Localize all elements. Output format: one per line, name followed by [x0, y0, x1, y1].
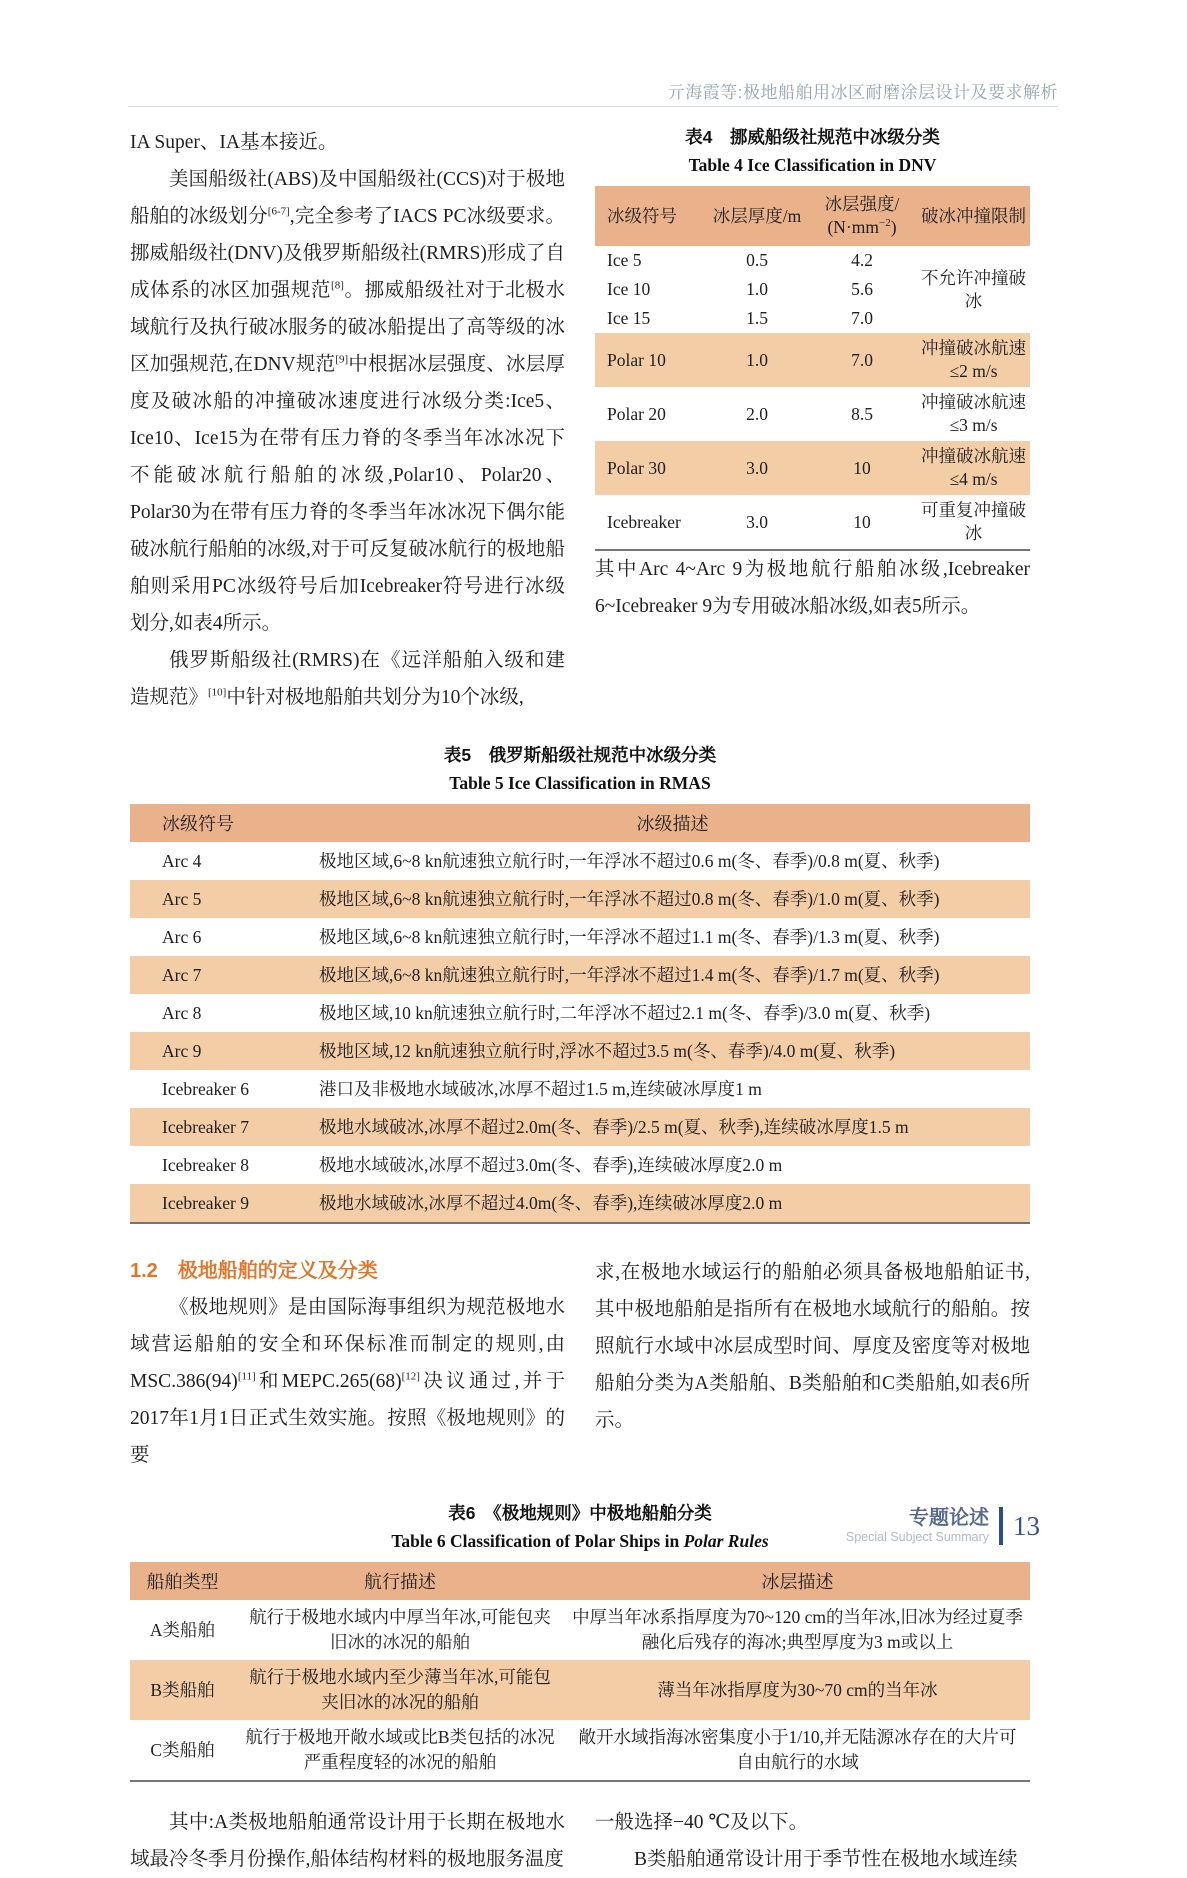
- cell-symbol: Polar 20: [607, 403, 666, 424]
- paragraph-class-a-design: 其中:A类极地船舶通常设计用于长期在极地水域最冷冬季月份操作,船体结构材料的极地服务温度: [130, 1812, 565, 1870]
- table6-body: [130, 1600, 1030, 1781]
- cell-strength: 4.2: [851, 250, 873, 270]
- table-row: [130, 994, 1030, 1032]
- cell-thickness: 0.5: [746, 250, 768, 270]
- footer-divider-bar: [999, 1507, 1003, 1545]
- table6-caption-zh: 表6 《极地规则》中极地船舶分类: [448, 1503, 712, 1523]
- cell-strength: 8.5: [851, 403, 873, 424]
- footer-labels: [846, 1507, 989, 1545]
- table5-section: [130, 742, 1030, 1224]
- cell-symbol: Icebreaker 7: [162, 1117, 249, 1137]
- paragraph-class-b-design: B类船舶通常设计用于季节性在极地水域连续: [634, 1849, 1018, 1870]
- table-row: [130, 1720, 1030, 1781]
- section-1-2: [130, 1254, 1030, 1474]
- column-header-description: 冰级描述: [315, 804, 1030, 842]
- cell-symbol: Icebreaker 8: [162, 1155, 249, 1175]
- cell-symbol: Arc 6: [162, 927, 202, 947]
- cell-description: 极地区域,10 kn航速独立航行时,二年浮冰不超过2.1 m(冬、春季)/3.0 m(夏、秋季): [319, 1003, 931, 1023]
- table-header-row: [595, 186, 1030, 246]
- table-row: [595, 441, 1030, 495]
- page-content: [130, 124, 1030, 1878]
- column-header-ice-description: 冰层描述: [565, 1562, 1030, 1600]
- cell-ship-type: A类船舶: [149, 1619, 216, 1640]
- paragraph-polar-rules: 《极地规则》是由国际海事组织为规范极地水域营运船舶的安全和环保标准而制定的规则,由MSC.386(94)[11]和MEPC.265(68)[12]决议通过,并于2017年1月1日正式生效实施。按照《极地规则》的要: [130, 1297, 565, 1466]
- paragraph-temperature: 一般选择−40 ℃及以下。: [595, 1812, 809, 1833]
- bottom-left-column: [130, 1804, 565, 1878]
- table-header-row: [130, 804, 1030, 842]
- cell-limit: 可重复冲撞破冰: [921, 500, 1026, 543]
- cell-ice-description: 薄当年冰指厚度为30~70 cm的当年冰: [657, 1679, 938, 1700]
- column-header-symbol: 冰级符号: [595, 186, 707, 246]
- cell-thickness: 3.0: [746, 511, 768, 532]
- table-row: [130, 1032, 1030, 1070]
- table6-header: [130, 1562, 1030, 1600]
- cell-symbol: Icebreaker 9: [162, 1193, 249, 1213]
- table-row: [130, 1184, 1030, 1223]
- header-rule: [128, 106, 1058, 107]
- cell-ice-description: 敞开水域指海冰密集度小于1/10,并无陆源冰存在的大片可自由航行的水域: [578, 1727, 1017, 1772]
- table-row: [130, 1660, 1030, 1720]
- cell-description: 极地区域,6~8 kn航速独立航行时,一年浮冰不超过1.1 m(冬、春季)/1.3 m(夏、秋季): [319, 927, 940, 947]
- table5-caption-zh: 表5 俄罗斯船级社规范中冰级分类: [443, 745, 717, 765]
- footer-column-label-en: Special Subject Summary: [845, 1530, 989, 1544]
- cell-symbol: Polar 10: [607, 349, 666, 370]
- cell-symbol: Ice 15: [607, 308, 651, 328]
- table-row: [595, 495, 1030, 550]
- table-row: [130, 842, 1030, 880]
- cell-description: 极地区域,6~8 kn航速独立航行时,一年浮冰不超过0.8 m(冬、春季)/1.0 m(夏、秋季): [319, 889, 940, 909]
- cell-thickness: 1.0: [746, 349, 768, 370]
- section12-left-column: [130, 1254, 565, 1474]
- intro-left-column: [130, 124, 565, 716]
- cell-symbol: Arc 4: [162, 851, 202, 871]
- cell-description: 极地水域破冰,冰厚不超过2.0m(冬、春季)/2.5 m(夏、秋季),连续破冰厚度1.5 m: [319, 1117, 909, 1137]
- cell-thickness: 1.0: [746, 279, 768, 299]
- cell-symbol: Ice 5: [607, 250, 642, 270]
- column-header-navigation: 航行描述: [235, 1562, 565, 1600]
- footer-column-label-zh: 专题论述: [909, 1507, 989, 1529]
- table-header-row: [130, 1562, 1030, 1600]
- paragraph-polar-certificate: 求,在极地水域运行的船舶必须具备极地船舶证书,其中极地船舶是指所有在极地水域航行的船舶。按照航行水域中冰层成型时间、厚度及密度等对极地船舶分类为A类船舶、B类船舶和C类船舶,如表6所示。: [595, 1262, 1030, 1431]
- table-row: [130, 1600, 1030, 1660]
- table5-header: [130, 804, 1030, 842]
- table4-header: [595, 186, 1030, 246]
- table-row: [130, 880, 1030, 918]
- cell-navigation: 航行于极地开敞水域或比B类包括的冰况严重程度轻的冰况的船舶: [245, 1727, 555, 1772]
- cell-description: 极地水域破冰,冰厚不超过3.0m(冬、春季),连续破冰厚度2.0 m: [319, 1155, 783, 1175]
- cell-symbol: Arc 5: [162, 889, 202, 909]
- cell-limit: 冲撞破冰航速 ≤2 m/s: [921, 338, 1026, 381]
- table4-ice-classification-dnv: [595, 186, 1030, 551]
- paragraph-ia-super: IA Super、IA基本接近。: [130, 132, 338, 153]
- column-header-ship-type: 船舶类型: [130, 1562, 235, 1600]
- table-row: [595, 387, 1030, 441]
- column-header-thickness: 冰层厚度/m: [707, 186, 807, 246]
- cell-description: 极地区域,6~8 kn航速独立航行时,一年浮冰不超过0.6 m(冬、春季)/0.8 m(夏、秋季): [319, 851, 940, 871]
- cell-symbol: Polar 30: [607, 457, 666, 478]
- cell-strength: 7.0: [851, 349, 873, 370]
- section-heading-1-2: 1.2 极地船舶的定义及分类: [130, 1260, 378, 1282]
- table4-caption-zh: 表4 挪威船级社规范中冰级分类: [685, 127, 940, 147]
- intro-section: [130, 124, 1030, 716]
- cell-description: 极地区域,12 kn航速独立航行时,浮冰不超过3.5 m(冬、春季)/4.0 m(夏、秋季): [319, 1041, 896, 1061]
- cell-symbol: Ice 10: [607, 279, 651, 299]
- cell-description: 极地水域破冰,冰厚不超过4.0m(冬、春季),连续破冰厚度2.0 m: [319, 1193, 783, 1213]
- table5-ice-classification-rmas: [130, 804, 1030, 1224]
- table-row: [130, 1146, 1030, 1184]
- table6-polar-ship-classification: [130, 1562, 1030, 1782]
- table6-caption-en-italic: Polar Rules: [683, 1531, 769, 1551]
- cell-symbol: Arc 9: [162, 1041, 202, 1061]
- cell-navigation: 航行于极地水域内至少薄当年冰,可能包夹旧冰的冰况的船舶: [249, 1667, 551, 1712]
- table4-caption-en: Table 4 Ice Classification in DNV: [688, 155, 937, 175]
- cell-description: 极地区域,6~8 kn航速独立航行时,一年浮冰不超过1.4 m(冬、春季)/1.7 m(夏、秋季): [319, 965, 940, 985]
- cell-limit: 冲撞破冰航速 ≤4 m/s: [921, 446, 1026, 489]
- table-row: [130, 1070, 1030, 1108]
- table-row: [595, 333, 1030, 387]
- table5-caption-en: Table 5 Ice Classification in RMAS: [449, 773, 711, 793]
- cell-symbol: Icebreaker 6: [162, 1079, 249, 1099]
- paragraph-class-societies: 美国船级社(ABS)及中国船级社(CCS)对于极地船舶的冰级划分[6-7],完全参考了IACS PC冰级要求。挪威船级社(DNV)及俄罗斯船级社(RMRS)形成了自成体系的冰区加强规范[8]。挪威船级社对于北极水域航行及执行破冰服务的破冰船提出了高等级的冰区加强规范,在DNV规范[9]中根据冰层强度、冰层厚度及破冰船的冲撞破冰速度进行冰级分类:Ice5、Ice10、Ice15为在带有压力脊的冬季当年冰冰况下不能破冰航行船舶的冰级,Polar10、Polar20、Polar30为在带有压力脊的冬季当年冰冰况下偶尔能破冰航行船舶的冰级,对于可反复破冰航行的极地船舶则采用PC冰级符号后加Icebreaker符号进行冰级划分,如表4所示。: [130, 169, 565, 634]
- table-row: [595, 246, 1030, 275]
- cell-navigation: 航行于极地水域内中厚当年冰,可能包夹旧冰的冰况的船舶: [249, 1607, 551, 1652]
- cell-symbol: Icebreaker: [607, 511, 681, 532]
- running-header: 亓海霞等:极地船舶用冰区耐磨涂层设计及要求解析: [667, 83, 1058, 102]
- bottom-section: [130, 1804, 1030, 1878]
- cell-limit: 冲撞破冰航速 ≤3 m/s: [921, 392, 1026, 435]
- cell-ice-description: 中厚当年冰系指厚度为70~120 cm的当年冰,旧冰为经过夏季融化后残存的海冰;典型厚度为3 m或以上: [572, 1607, 1023, 1652]
- table5-body: [130, 842, 1030, 1223]
- column-header-strength: 冰层强度/ $(N\cdot mm^{-2})$: [807, 186, 917, 246]
- cell-strength: 10: [853, 457, 871, 478]
- cell-symbol: Arc 7: [162, 965, 202, 985]
- table-row: [130, 1108, 1030, 1146]
- cell-symbol: Arc 8: [162, 1003, 202, 1023]
- cell-strength: 10: [853, 511, 871, 532]
- table-row: [130, 956, 1030, 994]
- cell-strength: 5.6: [851, 279, 873, 299]
- table6-caption-en-text: Table 6 Classification of Polar Ships in: [391, 1531, 684, 1551]
- bottom-right-column: [595, 1804, 1030, 1878]
- section12-right-column: [595, 1254, 1030, 1474]
- cell-thickness: 2.0: [746, 403, 768, 424]
- table-row: [130, 918, 1030, 956]
- cell-ship-type: C类船舶: [150, 1739, 215, 1760]
- cell-description: 港口及非极地水域破冰,冰厚不超过1.5 m,连续破冰厚度1 m: [319, 1079, 762, 1099]
- page-footer: [846, 1507, 1040, 1545]
- cell-limit-merged: 不允许冲撞破冰: [921, 267, 1026, 311]
- paragraph-arc-range: 其中Arc 4~Arc 9为极地航行船舶冰级,Icebreaker 6~Icebreaker 9为专用破冰船冰级,如表5所示。: [595, 559, 1030, 617]
- cell-thickness: 1.5: [746, 308, 768, 328]
- table4-body: [595, 246, 1030, 550]
- cell-strength: 7.0: [851, 308, 873, 328]
- cell-thickness: 3.0: [746, 457, 768, 478]
- column-header-symbol: 冰级符号: [130, 804, 315, 842]
- page-number: 13: [1013, 1510, 1040, 1541]
- cell-ship-type: B类船舶: [150, 1679, 215, 1700]
- column-header-limit: 破冰冲撞限制: [917, 186, 1030, 246]
- paragraph-rmrs: 俄罗斯船级社(RMRS)在《远洋船舶入级和建造规范》[10]中针对极地船舶共划分为10个冰级,: [130, 650, 565, 708]
- intro-right-column: [595, 124, 1030, 716]
